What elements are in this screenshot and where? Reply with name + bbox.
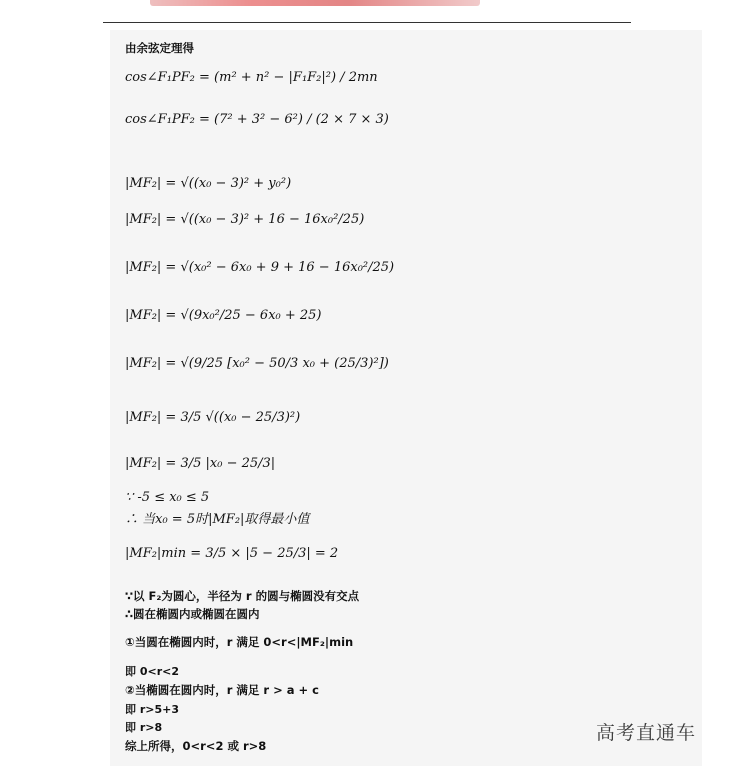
doc-line: ∵ -5 ≤ x₀ ≤ 5 (125, 490, 210, 505)
doc-line: |MF₂| = √(9/25 [x₀² − 50/3 x₀ + (25/3)²]) (125, 356, 389, 371)
doc-line: 综上所得，0<r<2 或 r>8 (125, 739, 267, 753)
top-decorative-strip (150, 0, 480, 6)
doc-line: 即 r>8 (125, 721, 163, 734)
header-rule (103, 22, 631, 23)
doc-line: ②当椭圆在圆内时，r 满足 r > a + c (125, 683, 319, 697)
doc-line: ①当圆在椭圆内时，r 满足 0<r<|MF₂|min (125, 635, 354, 649)
doc-line: ∴圆在椭圆内或椭圆在圆内 (125, 607, 260, 621)
doc-line: |MF₂|min = 3/5 × |5 − 25/3| = 2 (125, 546, 339, 561)
doc-line: |MF₂| = 3/5 √((x₀ − 25/3)²) (125, 410, 301, 425)
doc-line: cos∠F₁PF₂ = (m² + n² − |F₁F₂|²) / 2mn (125, 70, 378, 85)
doc-line: 即 0<r<2 (125, 665, 179, 678)
document-page (110, 30, 702, 766)
doc-line: |MF₂| = √((x₀ − 3)² + y₀²) (125, 176, 292, 191)
doc-line: 由余弦定理得 (125, 41, 194, 55)
doc-line: ∵以 F₂为圆心，半径为 r 的圆与椭圆没有交点 (125, 589, 360, 603)
doc-line: |MF₂| = 3/5 |x₀ − 25/3| (125, 456, 276, 471)
doc-line: |MF₂| = √(9x₀²/25 − 6x₀ + 25) (125, 308, 322, 323)
doc-line: 即 r>5+3 (125, 703, 179, 716)
doc-line: |MF₂| = √(x₀² − 6x₀ + 9 + 16 − 16x₀²/25) (125, 260, 395, 275)
doc-line: |MF₂| = √((x₀ − 3)² + 16 − 16x₀²/25) (125, 212, 365, 227)
doc-line: ∴ 当x₀ = 5时|MF₂|取得最小值 (125, 512, 310, 527)
watermark-text: 高考直通车 (596, 722, 697, 744)
doc-line: cos∠F₁PF₂ = (7² + 3² − 6²) / (2 × 7 × 3) (125, 112, 389, 127)
